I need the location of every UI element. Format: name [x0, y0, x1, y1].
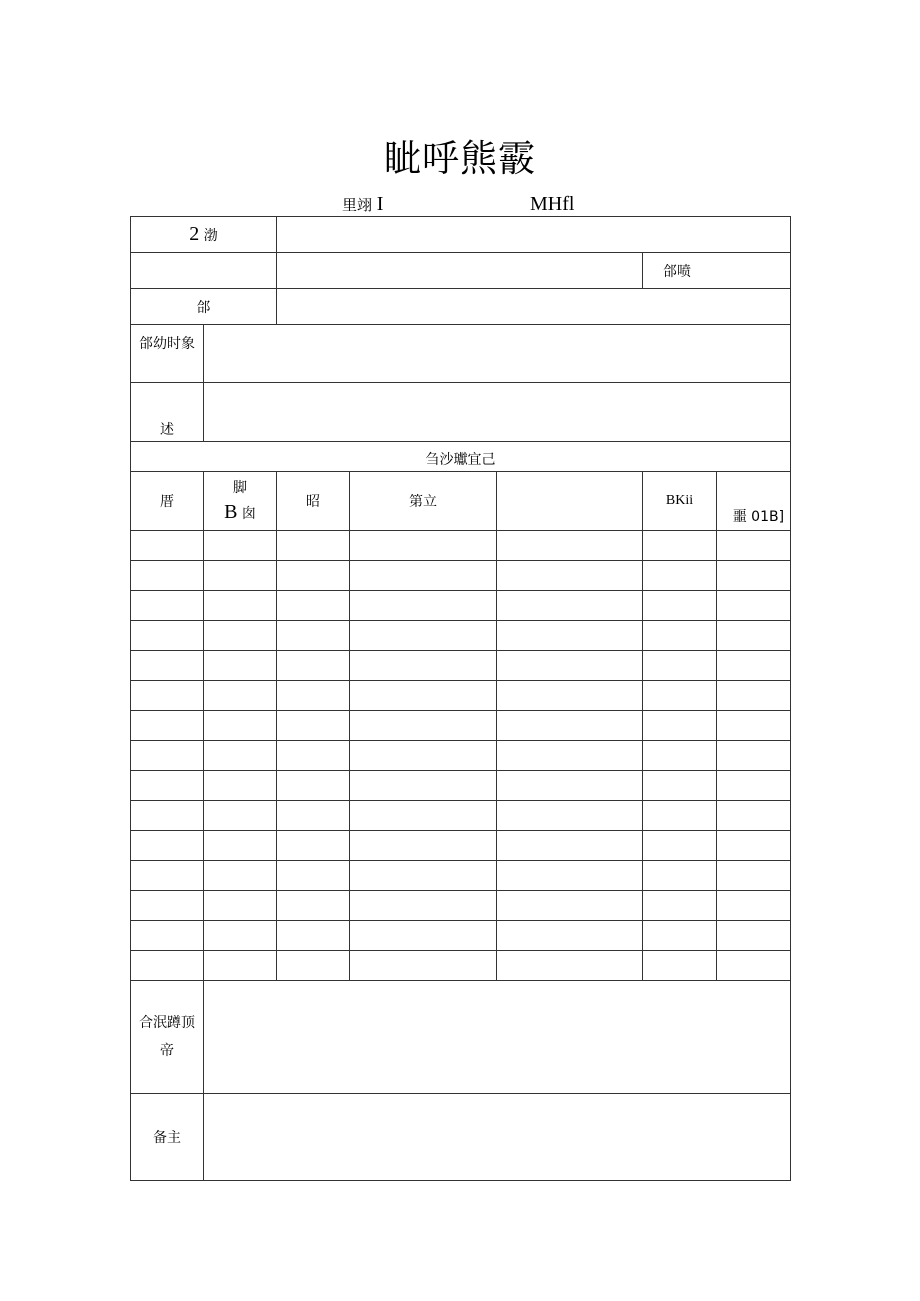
- table-cell[interactable]: [277, 681, 350, 711]
- row1-label: [131, 217, 277, 253]
- table-cell[interactable]: [277, 621, 350, 651]
- table-cell[interactable]: [717, 831, 791, 861]
- table-cell[interactable]: [497, 861, 643, 891]
- table-cell[interactable]: [277, 801, 350, 831]
- table-cell[interactable]: [204, 771, 277, 801]
- table-cell[interactable]: [497, 711, 643, 741]
- table-cell[interactable]: [643, 741, 717, 771]
- table-cell[interactable]: [204, 561, 277, 591]
- table-cell[interactable]: [277, 711, 350, 741]
- table-cell[interactable]: [131, 711, 204, 741]
- table-cell[interactable]: [497, 891, 643, 921]
- table-cell[interactable]: [204, 681, 277, 711]
- table-cell[interactable]: [131, 831, 204, 861]
- table-cell[interactable]: [204, 921, 277, 951]
- table-cell[interactable]: [350, 561, 497, 591]
- table-cell[interactable]: [131, 561, 204, 591]
- table-cell[interactable]: [717, 711, 791, 741]
- col-header-1: 厝: [131, 472, 204, 531]
- table-cell[interactable]: [131, 921, 204, 951]
- row2-right-label: 郃喷: [643, 253, 791, 289]
- table-cell[interactable]: [643, 771, 717, 801]
- table-cell[interactable]: [643, 891, 717, 921]
- form-row-1: [131, 217, 791, 253]
- form-table: [130, 216, 791, 1181]
- table-cell[interactable]: [204, 801, 277, 831]
- table-cell[interactable]: [204, 651, 277, 681]
- table-cell[interactable]: [350, 951, 497, 981]
- table-cell[interactable]: [497, 561, 643, 591]
- table-cell[interactable]: [643, 921, 717, 951]
- table-cell[interactable]: [204, 591, 277, 621]
- table-cell[interactable]: [717, 591, 791, 621]
- table-cell[interactable]: [350, 891, 497, 921]
- table-cell[interactable]: [643, 801, 717, 831]
- table-cell[interactable]: [277, 861, 350, 891]
- col-header-6: BKii: [643, 472, 717, 531]
- row2-value[interactable]: [277, 253, 643, 289]
- table-cell[interactable]: [131, 741, 204, 771]
- table-row: [131, 591, 791, 621]
- table-cell[interactable]: [204, 741, 277, 771]
- table-cell[interactable]: [497, 951, 643, 981]
- table-cell[interactable]: [717, 771, 791, 801]
- remarks-label: 备主: [131, 1094, 204, 1181]
- table-cell[interactable]: [204, 531, 277, 561]
- table-cell[interactable]: [717, 621, 791, 651]
- table-cell[interactable]: [717, 651, 791, 681]
- table-row: [131, 711, 791, 741]
- table-cell[interactable]: [497, 681, 643, 711]
- subtitle-left: [342, 193, 383, 216]
- table-cell[interactable]: [277, 951, 350, 981]
- table-cell[interactable]: [350, 831, 497, 861]
- table-cell[interactable]: [643, 651, 717, 681]
- subtitle-left-text: 里翊: [342, 196, 373, 214]
- table-cell[interactable]: [717, 531, 791, 561]
- col-header-7: 噩 01B]: [717, 472, 791, 531]
- table-cell[interactable]: [643, 531, 717, 561]
- table-cell[interactable]: [643, 591, 717, 621]
- table-cell[interactable]: [131, 891, 204, 921]
- table-row: [131, 921, 791, 951]
- table-cell[interactable]: [643, 951, 717, 981]
- row3-value[interactable]: [277, 289, 791, 325]
- table-cell[interactable]: [643, 711, 717, 741]
- remarks-row: [131, 1094, 791, 1181]
- table-cell[interactable]: [717, 861, 791, 891]
- row1-label-num: 2: [189, 223, 200, 245]
- table-cell[interactable]: [131, 801, 204, 831]
- subtitle-left-mark: I: [376, 193, 384, 215]
- table-cell[interactable]: [643, 831, 717, 861]
- table-row: [131, 861, 791, 891]
- form-row-4: [131, 325, 791, 383]
- col-header-2-top: 脚: [233, 480, 247, 496]
- table-row: [131, 741, 791, 771]
- table-cell[interactable]: [350, 621, 497, 651]
- table-cell[interactable]: [350, 651, 497, 681]
- table-cell[interactable]: [497, 621, 643, 651]
- row4-value[interactable]: [204, 325, 791, 383]
- table-cell[interactable]: [717, 681, 791, 711]
- table-cell[interactable]: [204, 951, 277, 981]
- table-cell[interactable]: [350, 741, 497, 771]
- table-cell[interactable]: [497, 741, 643, 771]
- table-cell[interactable]: [131, 681, 204, 711]
- table-cell[interactable]: [131, 621, 204, 651]
- row4-label: 郃幼时象: [131, 325, 204, 383]
- table-cell[interactable]: [204, 831, 277, 861]
- section-header: 刍沙瓛宜己: [131, 442, 791, 472]
- row1-value[interactable]: [277, 217, 791, 253]
- data-rows: [131, 531, 791, 981]
- table-row: [131, 891, 791, 921]
- summary-value[interactable]: [204, 981, 791, 1094]
- table-cell[interactable]: [204, 711, 277, 741]
- table-cell[interactable]: [277, 651, 350, 681]
- summary-row: [131, 981, 791, 1094]
- summary-label-line1: 合泯蹲顶: [139, 1015, 195, 1031]
- page-title: 眦呼熊霰: [384, 137, 536, 180]
- section-header-row: [131, 442, 791, 472]
- table-cell[interactable]: [717, 741, 791, 771]
- table-cell[interactable]: [277, 921, 350, 951]
- table-cell[interactable]: [497, 801, 643, 831]
- form-row-5: [131, 383, 791, 442]
- table-cell[interactable]: [277, 831, 350, 861]
- table-row: [131, 561, 791, 591]
- table-cell[interactable]: [497, 921, 643, 951]
- table-cell[interactable]: [643, 861, 717, 891]
- row5-label: 述: [131, 383, 204, 442]
- table-cell[interactable]: [204, 861, 277, 891]
- table-cell[interactable]: [350, 861, 497, 891]
- table-row: [131, 951, 791, 981]
- table-cell[interactable]: [497, 591, 643, 621]
- col-header-2-bottom: [204, 500, 276, 526]
- table-cell[interactable]: [277, 531, 350, 561]
- col-header-4: 第立: [350, 472, 497, 531]
- table-cell[interactable]: [131, 531, 204, 561]
- table-cell[interactable]: [350, 711, 497, 741]
- row1-label-text: 渤: [203, 228, 218, 244]
- table-cell[interactable]: [717, 951, 791, 981]
- table-cell[interactable]: [497, 651, 643, 681]
- table-cell[interactable]: [350, 921, 497, 951]
- table-cell[interactable]: [277, 771, 350, 801]
- form-row-2: [131, 253, 791, 289]
- table-cell[interactable]: [350, 681, 497, 711]
- summary-label-line2: 帝: [160, 1043, 174, 1059]
- table-cell[interactable]: [717, 921, 791, 951]
- table-cell[interactable]: [717, 891, 791, 921]
- table-row: [131, 651, 791, 681]
- table-cell[interactable]: [204, 621, 277, 651]
- col-header-2-text: 囱: [241, 506, 256, 522]
- column-header-row: [131, 472, 791, 531]
- table-cell[interactable]: [497, 771, 643, 801]
- table-cell[interactable]: [131, 771, 204, 801]
- table-cell[interactable]: [131, 651, 204, 681]
- col-header-5: [497, 472, 643, 531]
- table-cell[interactable]: [497, 831, 643, 861]
- row2-label: [131, 253, 277, 289]
- col-header-2: [204, 472, 277, 531]
- col-header-2-letter: B: [224, 501, 238, 523]
- table-cell[interactable]: [643, 561, 717, 591]
- table-cell[interactable]: [131, 861, 204, 891]
- table-row: [131, 681, 791, 711]
- table-cell[interactable]: [350, 771, 497, 801]
- remarks-value[interactable]: [204, 1094, 791, 1181]
- table-row: [131, 531, 791, 561]
- table-cell[interactable]: [717, 801, 791, 831]
- table-cell[interactable]: [643, 681, 717, 711]
- table-cell[interactable]: [277, 891, 350, 921]
- table-cell[interactable]: [204, 891, 277, 921]
- table-row: [131, 801, 791, 831]
- table-row: [131, 831, 791, 861]
- table-cell[interactable]: [131, 951, 204, 981]
- summary-label: [131, 981, 204, 1094]
- table-cell[interactable]: [717, 561, 791, 591]
- table-row: [131, 771, 791, 801]
- table-cell[interactable]: [277, 741, 350, 771]
- table-cell[interactable]: [350, 801, 497, 831]
- table-row: [131, 621, 791, 651]
- row5-value[interactable]: [204, 383, 791, 442]
- table-cell[interactable]: [277, 591, 350, 621]
- table-cell[interactable]: [277, 561, 350, 591]
- row3-label: 郃: [131, 289, 277, 325]
- table-cell[interactable]: [350, 591, 497, 621]
- subtitle-right: MHfl: [530, 193, 575, 215]
- table-cell[interactable]: [643, 621, 717, 651]
- col-header-3: 昭: [277, 472, 350, 531]
- table-cell[interactable]: [497, 531, 643, 561]
- form-row-3: [131, 289, 791, 325]
- table-cell[interactable]: [350, 531, 497, 561]
- table-cell[interactable]: [131, 591, 204, 621]
